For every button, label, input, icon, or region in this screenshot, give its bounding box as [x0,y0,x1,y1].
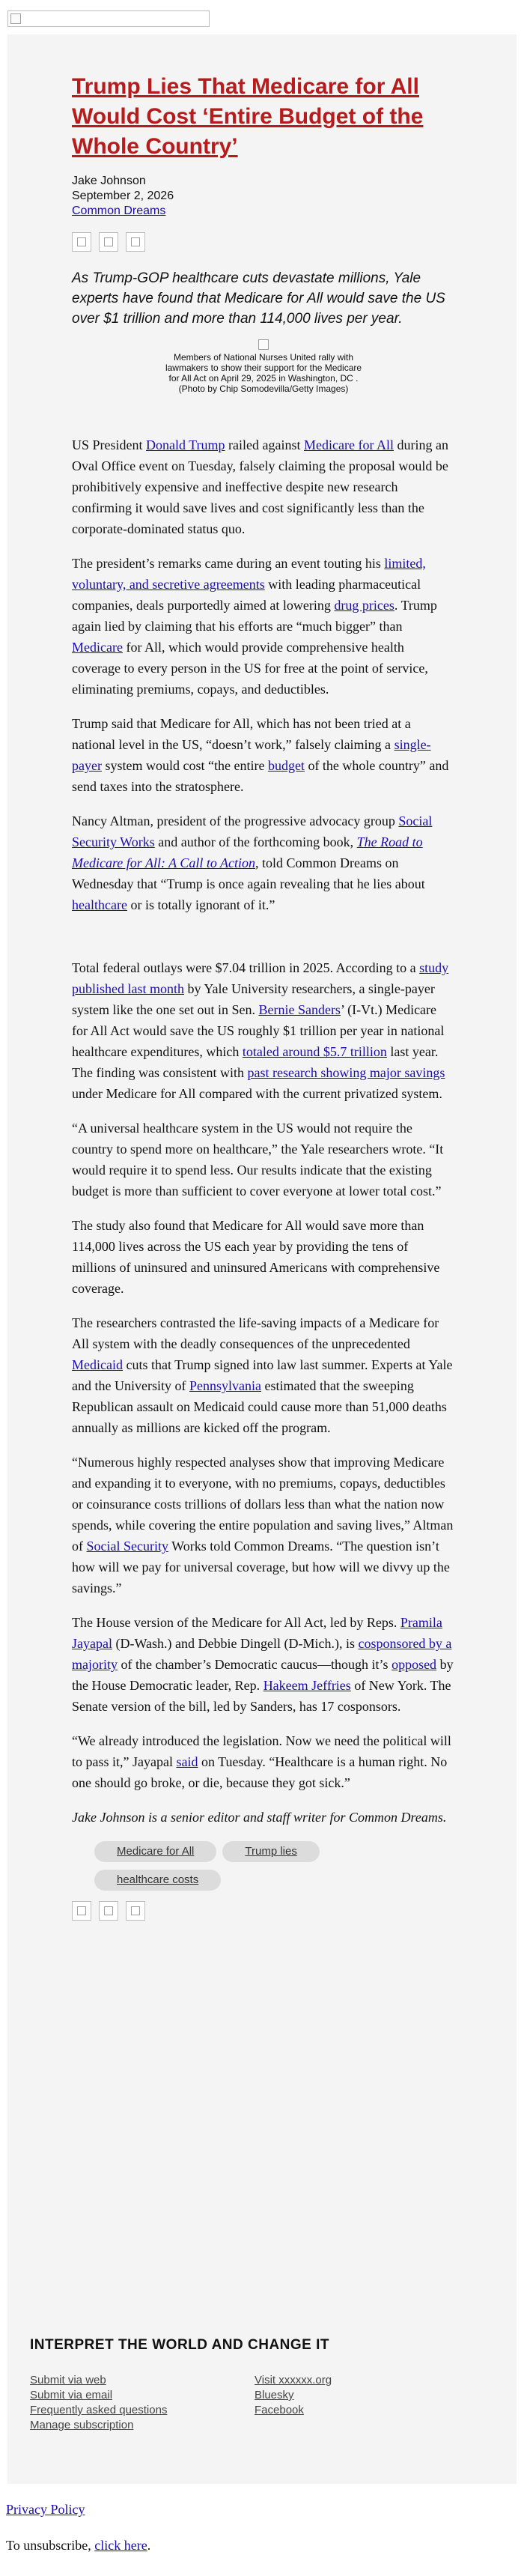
paragraph-text: Works told Common Dreams. “The question isn’t how will we pay for universal coverage, but how will we divvy up the savings.” [72,1539,450,1595]
paragraph-text: “Numerous highly respected analyses show that improving Medicare and expanding it to everyone, with no premiums, copays, deductibles or coinsurance costs trillions of dollars less than what the nation now spends, while covering the entire population and saving lives,” Altman of [72,1455,454,1554]
paragraph: “A universal healthcare system in the US would not require the country to spend more on healthcare,” the Yale researchers wrote. “It would require it to spend less. Our results indicate that the existing budget is more than sufficient to cover everyone at lower total cost.” [72,1121,444,1198]
article-lede: As Trump-GOP healthcare cuts devastate millions, Yale experts have found that Medicare for All would save the US over $1 trillion and more than 114,000 lives per year. [72,270,445,327]
inline-link[interactable]: Pramila Jayapal [72,1615,442,1651]
inline-link[interactable]: study published last month [72,960,449,996]
paragraph-text: cuts that Trump signed into law last summer. Experts at Yale and the University of [72,1357,453,1393]
paragraph-text: for All, which would provide comprehensive health coverage to every person in the US for free at the point of service, eliminating premiums, copays, and deductibles. [72,640,428,697]
inline-link[interactable]: Donald Trump [146,437,225,452]
submit-web-link[interactable]: Submit via web [30,2374,106,2386]
paragraph-text: or is totally ignorant of it.” [127,897,275,912]
paragraph: The study also found that Medicare for All would save more than 114,000 lives across the US each year by providing the tens of millions of uninsured and uninsured Americans with comprehensive coverage. [72,1218,440,1296]
inline-link[interactable]: totaled around $5.7 trillion [242,1044,387,1059]
paragraph-text: of the whole country” and send taxes into the stratosphere. [72,758,449,794]
paragraph [72,957,455,1104]
share-button[interactable] [99,1901,118,1921]
paragraph [72,1452,455,1598]
unsubscribe-period: . [147,2538,151,2553]
inline-link[interactable]: healthcare [72,897,127,912]
share-button[interactable] [72,232,91,252]
tag-chip[interactable]: Medicare for All [94,1841,216,1862]
inline-link[interactable]: Hakeem Jeffries [263,1678,351,1693]
paragraph-text: . Trump again lied by claiming that his efforts are “much bigger” than [72,598,437,634]
facebook-link[interactable]: Facebook [255,2404,304,2416]
inline-link[interactable]: cosponsored by a majority [72,1636,452,1672]
broken-image-icon [77,1906,86,1915]
paragraph-text: US President [72,437,146,452]
inline-link[interactable]: said [176,1754,198,1769]
paragraph-text: The researchers contrasted the life-saving impacts of a Medicare for All system with the deadly consequences of the unprecedented [72,1315,439,1351]
paragraph-text: on Tuesday. “Healthcare is a human right. No one should go broke, or die, because they got sick.” [72,1754,448,1790]
visit-site-link[interactable]: Visit xxxxxx.org [255,2374,332,2386]
privacy-policy-link[interactable]: Privacy Policy [6,2502,85,2517]
tag-chip[interactable]: healthcare costs [94,1870,221,1891]
paragraph-text: Nancy Altman, president of the progressive advocacy group [72,813,399,828]
paragraph [72,1612,455,1717]
article-body [72,434,455,1828]
paragraph-text: (D-Wash.) and Debbie Dingell (D-Mich.), is [112,1636,359,1651]
paragraph-text: of New York. The Senate version of the bill, led by Sanders, has 17 cosponsors. [72,1678,451,1714]
broken-image-icon [104,237,113,246]
share-button[interactable] [99,232,118,252]
share-button[interactable] [126,232,145,252]
paragraph-text: , told Common Dreams on Wednesday that “Trump is once again revealing that he lies about [72,855,425,891]
bluesky-link[interactable]: Bluesky [255,2389,294,2401]
footer-heading: INTERPRET THE WORLD AND CHANGE IT [30,2337,330,2353]
inline-link[interactable]: Social Security Works [72,813,433,849]
broken-image-icon [77,237,86,246]
paragraph-text: estimated that the sweeping Republican assault on Medicaid could cause more than 51,000 deaths annually as millions are kicked off the program. [72,1378,447,1435]
broken-image-icon [258,339,269,350]
paragraph-text: by the House Democratic leader, Rep. [72,1657,454,1693]
broken-image-icon [10,13,21,24]
article-figure [72,339,455,394]
share-button[interactable] [126,1901,145,1921]
figure-caption: Members of National Nurses United rally with lawmakers to show their support for the Medicare for All Act on April 29, 2025 in Washington, DC . (Photo by Chip Somodevilla/Getty Images) [165,352,362,394]
publish-date: September 2, 2026 [72,190,174,202]
article [72,72,455,1921]
inline-link[interactable]: budget [267,758,305,773]
broken-image-icon [104,1906,113,1915]
inline-link[interactable]: single-payer [72,737,431,773]
share-row-bottom [72,1901,455,1921]
share-row-top [72,232,455,252]
footer-col-left [30,2373,255,2433]
inline-link[interactable]: limited, voluntary, and secretive agreements [72,556,426,592]
broken-image-icon [131,237,140,246]
share-button[interactable] [72,1901,91,1921]
unsubscribe-link[interactable]: click here [94,2538,147,2553]
paragraph-text: “We already introduced the legislation. Now we need the political will to pass it,” Jayapal [72,1733,451,1769]
paragraph-text: Trump said that Medicare for All, which has not been tried at a national level in the US, “doesn’t work,” falsely claiming a [72,716,411,752]
inline-link[interactable]: Medicare [72,640,123,655]
unsubscribe-row [6,2538,150,2554]
paragraph-text: The House version of the Medicare for All Act, led by Reps. [72,1615,400,1630]
paragraph-text: system would cost “the entire [101,758,268,773]
inline-link[interactable]: Medicaid [72,1357,123,1372]
unsubscribe-text: To unsubscribe, [6,2538,95,2553]
tag-list [94,1841,364,1891]
paragraph-text: during an Oval Office event on Tuesday, falsely claiming the proposal would be prohibitively expensive and ineffective despite new research confirming it would save lives and cost significantly less than the corporate-dominated status quo. [72,437,448,536]
faq-link[interactable]: Frequently asked questions [30,2404,168,2416]
header-banner-image [7,10,210,27]
article-headline[interactable]: Trump Lies That Medicare for All Would Cost ‘Entire Budget of the Whole Country’ [72,74,424,159]
tag-chip[interactable]: Trump lies [222,1841,319,1862]
paragraph [72,810,455,915]
paragraph-text: by Yale University researchers, a single-payer system like the one set out in Sen. [72,981,435,1017]
newsletter-footer [30,2337,479,2433]
author-bio: Jake Johnson is a senior editor and staff writer for Common Dreams. [72,1810,447,1825]
paragraph-text: of the chamber’s Democratic caucus—though it’s [118,1657,392,1672]
paragraph-text: last year. The finding was consistent with [72,1044,439,1080]
email-sheet [7,34,517,2484]
inline-link[interactable]: Pennsylvania [189,1378,261,1393]
paragraph [72,553,455,700]
inline-link[interactable]: opposed [392,1657,437,1672]
inline-link[interactable]: drug prices [334,598,394,613]
paragraph-text: and author of the forthcoming book, [154,834,357,849]
paragraph-text: with leading pharmaceutical companies, deals purportedly aimed at lowering [72,577,421,613]
source-link[interactable]: Common Dreams [72,204,166,217]
submit-email-link[interactable]: Submit via email [30,2389,113,2401]
book-link[interactable]: The Road to Medicare for All: A Call to Action [72,834,423,870]
article-meta [72,174,455,219]
inline-link[interactable]: Social Security [86,1539,168,1554]
paragraph-text: ’ (I-Vt.) Medicare for All Act would save the US roughly $1 trillion per year in national healthcare expenditures, which [72,1002,445,1059]
inline-link[interactable]: Medicare for All [304,437,394,452]
paragraph-text: The president’s remarks came during an event touting his [72,556,385,571]
paragraph-text: under Medicare for All compared with the current privatized system. [72,1086,442,1101]
footer-col-right [255,2373,479,2433]
paragraph-text: railed against [225,437,304,452]
inline-link[interactable]: past research showing major savings [247,1065,445,1080]
paragraph [72,713,455,797]
paragraph-text: Total federal outlays were $7.04 trillion in 2025. According to a [72,960,420,975]
paragraph [72,434,455,539]
footer-links [30,2373,479,2433]
manage-subscription-link[interactable]: Manage subscription [30,2419,134,2431]
privacy-row [6,2502,85,2518]
inline-link[interactable]: Bernie Sanders [258,1002,341,1017]
paragraph [72,1730,455,1793]
paragraph [72,1312,455,1438]
author-name: Jake Johnson [72,175,146,187]
broken-image-icon [131,1906,140,1915]
